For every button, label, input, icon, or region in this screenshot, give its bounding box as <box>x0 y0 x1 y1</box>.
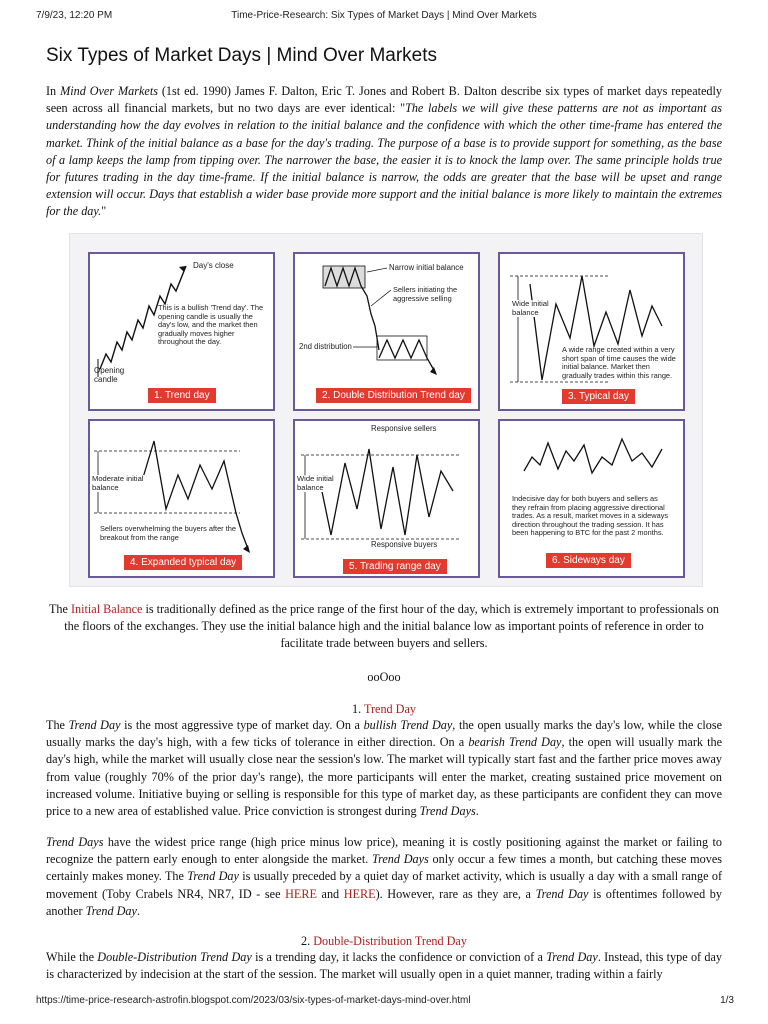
panel-trading-range <box>293 419 480 578</box>
double-distribution-paragraph: While the Double-Distribution Trend Day is a trending day, it lacks the confidence or conviction of a Trend Day. Instead, this type of day is characterized by indecision at the start of the session. The market will usually open in a quiet manner, trading within a fairly <box>46 950 722 982</box>
trend-day-description: This is a bullish 'Trend day'. The opening candle is usually the day's low, and the market then gradually moves higher throughout the day. <box>158 303 264 347</box>
print-page-title: Time-Price-Research: Six Types of Market Days | Mind Over Markets <box>231 10 537 21</box>
initial-balance-link[interactable]: Initial Balance <box>70 602 143 616</box>
section-1-heading: 1. Trend Day <box>352 702 416 716</box>
print-header <box>0 10 768 24</box>
double-distribution-link[interactable]: Double-Distribution Trend Day <box>313 934 467 948</box>
sideways-day-tag: 6. Sideways day <box>546 553 631 568</box>
wide-ib-label-5: Wide initial balance <box>297 475 337 492</box>
trend-day-paragraph-1: The Trend Day is the most aggressive type of market day. On a bullish Trend Day, the open usually marks the day's low, while the close usually marks the day's high, with a few ticks of tolerance in either direction. On a bearish Trend Day, the open will usually mark the day's high, while the market will usually close near the session's low. The market will typically start fast and the farther price moves away from value (roughly 70% of the prior day's range), the more participants will enter the market, creating sustained price movement on increased volume. Initiative buying or selling is responsible for this type of market day, as these participants are confident they can move price to a new area of established value. Price conviction is strongest during Trend Days. <box>46 718 723 819</box>
opening-candle-label: Opening candle <box>94 366 125 384</box>
moderate-ib-label: Moderate initial balance <box>92 475 148 492</box>
second-distribution-label: 2nd distribution <box>299 342 352 351</box>
separator: ooOoo <box>367 670 401 684</box>
panel-expanded-typical <box>88 419 275 578</box>
market-days-figure <box>69 233 703 587</box>
responsive-sellers-label: Responsive sellers <box>371 424 437 433</box>
typical-day-description: A wide range created within a very short span of time causes the wide initial balance. Market then gradually trades within this range. <box>562 345 676 380</box>
panel-double-distribution <box>293 252 480 411</box>
intro-paragraph: In Mind Over Markets (1st ed. 1990) James F. Dalton, Eric T. Jones and Robert B. Dalton describe six types of market days repeatedly seen across all financial markets, but no two days are ever identical: "The labels we will give these patterns are not as important as understanding how the day evolves in relation to the initial balance and the confidence with which the other time-frame has entered the market. Think of the initial balance as a base for the day's trading. The purpose of a base is to provide support for something, as the base of a lamp keeps the lamp from tipping over. The narrower the base, the easier it is to knock the lamp over. The same principle holds true for futures trading in the day time-frame. If the initial balance is narrow, the odds are greater that the base will be upset and range extension will occur. Days that establish a wider base provide more support and the initial balance is more likely to maintain the extremes for the day." <box>46 84 722 219</box>
expanded-typical-tag: 4. Expanded typical day <box>124 555 242 570</box>
trend-day-tag: 1. Trend day <box>148 388 216 403</box>
print-url: https://time-price-research-astrofin.blogspot.com/2023/03/six-types-of-market-days-mind-over.html <box>36 995 471 1006</box>
typical-day-tag: 3. Typical day <box>562 389 635 404</box>
trading-range-diagram <box>295 421 478 576</box>
panel-typical-day <box>498 252 685 411</box>
section-2-heading: 2. Double-Distribution Trend Day <box>301 934 467 948</box>
responsive-buyers-label: Responsive buyers <box>371 540 438 549</box>
print-page-number: 1/3 <box>720 995 734 1006</box>
wide-ib-label: Wide initial balance <box>512 299 549 317</box>
trend-day-paragraph-2: Trend Days have the widest price range (high price minus low price), meaning it is costly positioning against the market or failing to recognize the pattern early enough to enter alongside the market. Trend Days only occur a few times a month, but catching these moves certainly makes money. The Trend Day is usually preceded by a quiet day of market activity, which is usually a day with a small range of movement (Toby Crabels NR4, NR7, ID - see HERE and HERE). However, rare as they are, a Trend Day is oftentimes followed by another Trend Day. <box>46 835 723 918</box>
trend-day-link[interactable]: Trend Day <box>363 702 416 716</box>
nr-link-2[interactable]: HERE <box>343 886 376 901</box>
sellers-overwhelming-label: Sellers overwhelming the buyers after the breakout from the range <box>100 524 236 542</box>
print-datetime: 7/9/23, 12:20 PM <box>36 10 113 21</box>
nr-link-1[interactable]: HERE <box>285 886 317 901</box>
dalton-quote: The labels we will give these patterns are not as important as understanding how the day evolves in relation to the initial balance and the confidence with which the other time-frame has entered the market. Think of the initial balance as a base for the day's trading. The purpose of a base is to provide support for something, as the base of a lamp keeps the lamp from tipping over. The narrower the base, the easier it is to knock the lamp over. The same principle holds true for futures trading in the day time-frame. If the initial balance is narrow, the odds are greater that the base will be upset and range extension will occur. Days that establish a wider base provide more support and the initial balance is more likely to maintain the extremes for the day. <box>46 101 722 219</box>
expanded-typical-diagram <box>90 421 273 576</box>
book-title: Mind Over Markets <box>60 84 158 98</box>
panel-trend-day <box>88 252 275 411</box>
narrow-ib-label: Narrow initial balance <box>389 263 464 272</box>
typical-day-diagram <box>500 254 683 409</box>
sideways-day-description: Indecisive day for both buyers and sellers as they refrain from placing aggressive directional trades. As a result, market moves in a sideways direction throughout the trading session. It has been happening to BTC for the past 2 months. <box>512 494 669 538</box>
initial-balance-paragraph: The Initial Balance is traditionally defined as the price range of the first hour of the day, which is extremely important to professionals on the floors of the exchanges. They use the initial balance high and the initial balance low as important points of reference in order to facilitate trade between buyers and sellers. <box>48 602 719 651</box>
article-title: Six Types of Market Days | Mind Over Markets <box>46 45 438 66</box>
double-distribution-diagram <box>295 254 478 409</box>
sellers-initiating-label: Sellers initiating the aggressive selling <box>393 285 458 303</box>
day-close-label: Day's close <box>193 261 234 270</box>
print-footer <box>0 995 768 1009</box>
panel-sideways-day <box>498 419 685 578</box>
double-distribution-tag: 2. Double Distribution Trend day <box>316 388 471 403</box>
trading-range-tag: 5. Trading range day <box>343 559 447 574</box>
